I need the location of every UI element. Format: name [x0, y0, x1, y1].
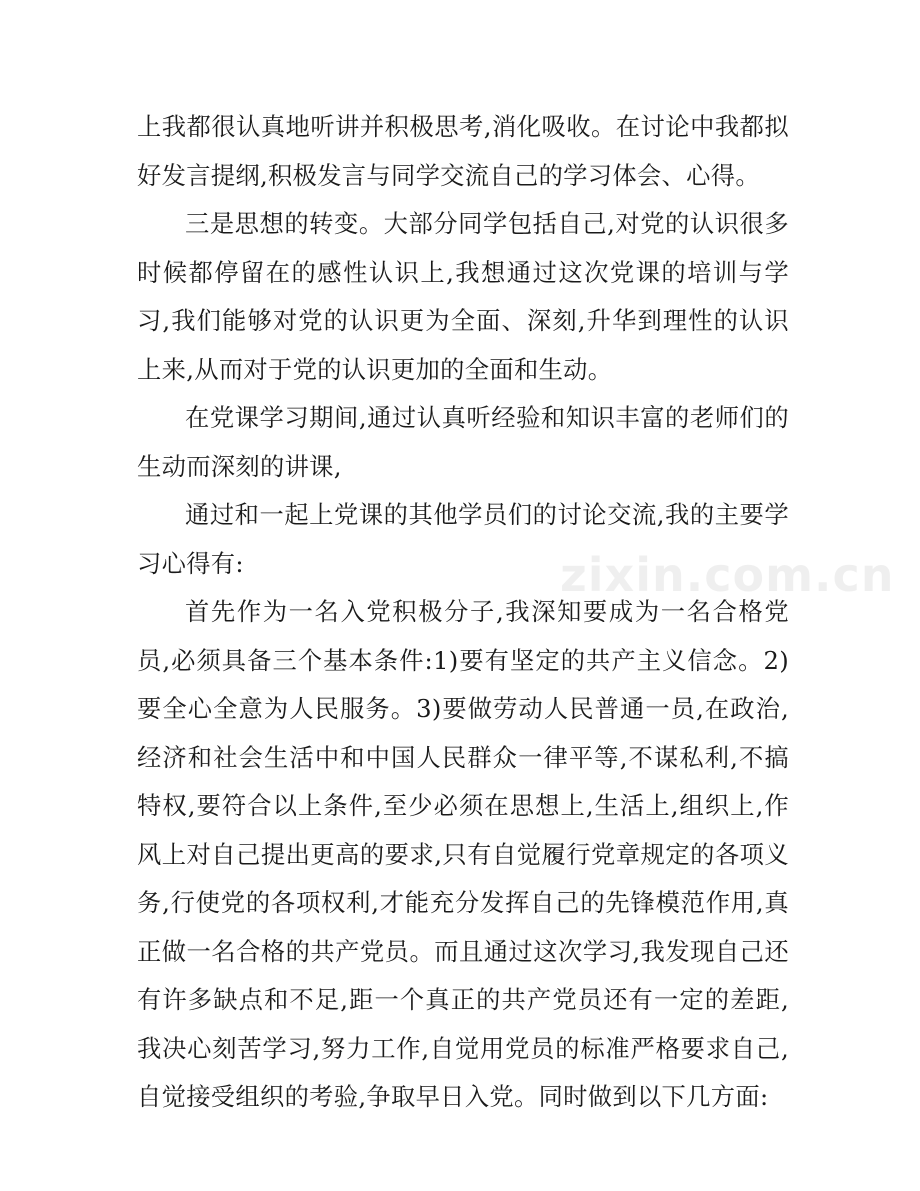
paragraph-5: 首先作为一名入党积极分子,我深知要成为一名合格党员,必须具备三个基本条件:1)要有坚定的共产主义信念。2)要全心全意为人民服务。3)要做劳动人民普通一员,在政治,经济和社会生活中和中国人民群众一律平等,不谋私利,不搞特权,要符合以上条件,至少必须在思想上,生活上,组织上,作风上对自己提出更高的要求,只有自觉履行党章规定的各项义务,行使党的各项权利,才能充分发挥自己的先锋模范作用,真正做一名合格的共产党员。而且通过这次学习,我发现自己还有许多缺点和不足,距一个真正的共产党员还有一定的差距,我决心刻苦学习,努力工作,自觉用党员的标准严格要求自己,自觉接受组织的考验,争取早日入党。同时做到以下几方面:: [137, 597, 789, 1111]
paragraph-2: 三是思想的转变。大部分同学包括自己,对党的认识很多时候都停留在的感性认识上,我想通过这次党课的培训与学习,我们能够对党的认识更为全面、深刻,升华到理性的认识上来,从而对于党的认识更加的全面和生动。: [137, 209, 789, 384]
paragraph-1: 上我都很认真地听讲并积极思考,消化吸收。在讨论中我都拟好发言提纲,积极发言与同学交流自己的学习体会、心得。: [137, 112, 789, 190]
document-body: [137, 103, 789, 1122]
watermark: zixin.com.cn: [560, 548, 895, 602]
paragraph-3: 在党课学习期间,通过认真听经验和知识丰富的老师们的生动而深刻的讲课,: [137, 403, 789, 481]
paragraph-4: 通过和一起上党课的其他学员们的讨论交流,我的主要学习心得有:: [137, 500, 789, 578]
